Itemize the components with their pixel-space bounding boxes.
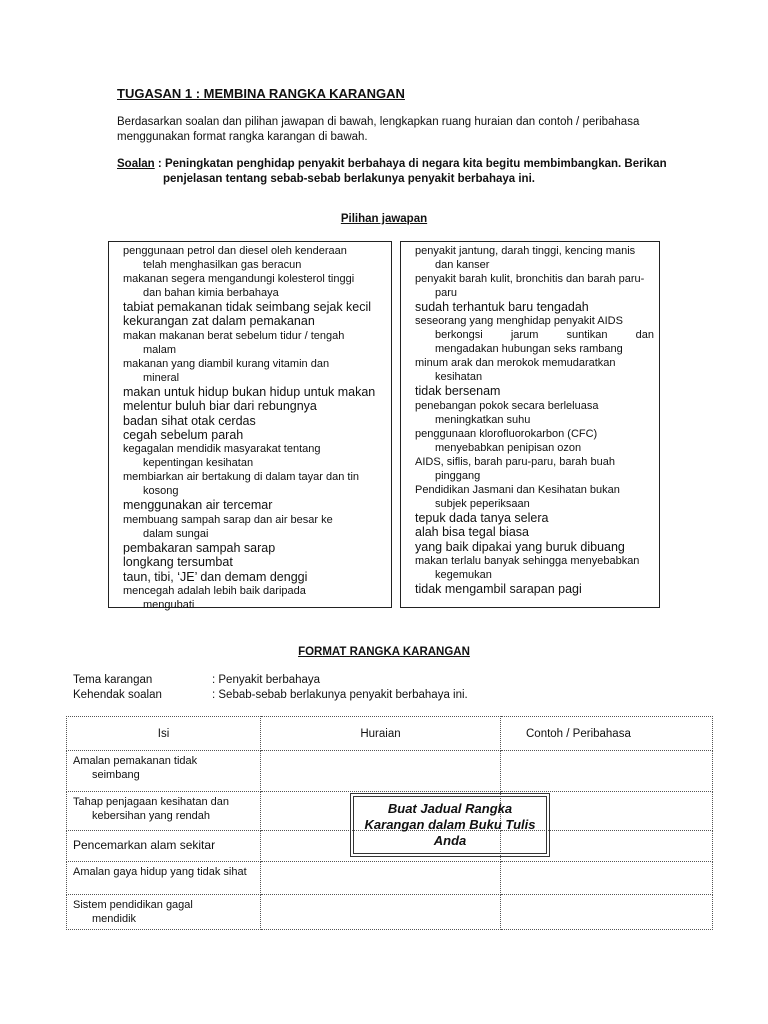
answer-choice-text: taun, tibi, ‘JE’ dan demam denggi <box>123 569 308 584</box>
answer-choice-item <box>116 442 386 470</box>
isi-continuation: kebersihan yang rendah <box>92 810 211 822</box>
answer-choice-item <box>408 314 654 356</box>
answer-choice-text: penyakit jantung, darah tinggi, kencing manis <box>415 245 636 257</box>
isi-cell <box>67 792 261 831</box>
answer-choice-text: Pendidikan Jasmani dan Kesihatan bukan <box>415 483 620 496</box>
answer-choice-text: membuang sampah sarap dan air besar ke <box>123 513 333 526</box>
instruction-stamp-inner <box>353 796 547 854</box>
answer-choice-continuation: pinggang <box>435 469 481 482</box>
answer-choice-item <box>116 399 386 413</box>
answer-choice-continuation: dan bahan kimia berbahaya <box>143 287 279 299</box>
answer-choice-item <box>408 356 654 384</box>
isi-text: Amalan pemakanan tidak <box>73 755 198 767</box>
answer-choice-text: seseorang yang menghidap penyakit AIDS <box>415 315 623 328</box>
isi-text: Amalan gaya hidup yang tidak sihat <box>73 866 247 878</box>
answer-choices-title: Pilihan jawapan <box>340 213 428 225</box>
answer-choice-text: yang baik dipakai yang buruk dibuang <box>415 539 625 554</box>
answer-choice-text: makanan yang diambil kurang vitamin dan <box>123 357 330 370</box>
answer-choice-continuation: subjek peperiksaan <box>435 497 530 510</box>
answer-choice-item <box>408 427 654 455</box>
answer-choice-continuation: menyebabkan penipisan ozon <box>435 441 582 454</box>
answer-choice-text: tepuk dada tanya selera <box>415 510 549 525</box>
answer-choice-item <box>408 540 654 554</box>
answer-choice-item <box>116 314 386 328</box>
header-isi: Isi <box>67 717 261 751</box>
requirement-label: Kehendak soalan <box>73 689 162 701</box>
isi-cell-content <box>67 831 260 853</box>
answer-choice-item <box>408 525 654 539</box>
answer-choice-item <box>116 555 386 569</box>
answer-choice-item <box>408 582 654 596</box>
stamp-line-2: Karangan dalam Buku Tulis <box>364 817 536 832</box>
answer-choice-continuation: dan kanser <box>435 259 490 271</box>
contoh-cell[interactable] <box>501 895 713 930</box>
outline-table-row <box>67 751 713 792</box>
contoh-cell[interactable] <box>501 862 713 895</box>
theme-row <box>73 673 673 688</box>
answer-choice-item <box>116 570 386 584</box>
answer-choice-item <box>408 554 654 582</box>
answer-choice-text: penebangan pokok secara berleluasa <box>415 399 599 412</box>
answer-choice-item <box>116 541 386 555</box>
answer-choice-text: tidak mengambil sarapan pagi <box>415 582 582 597</box>
answer-choice-continuation: kosong <box>143 485 179 498</box>
answer-choice-text: makanan segera mengandungi kolesterol tinggi <box>123 273 355 285</box>
answer-choice-continuation: mengadakan hubungan seks rambang <box>435 343 623 356</box>
answer-choice-text: AIDS, siflis, barah paru-paru, barah buah <box>415 455 615 468</box>
answer-choice-continuation: berkongsi jarum suntikan dan <box>435 329 654 342</box>
answer-choice-text: tabiat pemakanan tidak seimbang sejak kecil <box>123 300 372 314</box>
question-text-1: : Peningkatan penghidap penyakit berbahaya di negara kita begitu membimbangkan. Berikan <box>154 158 667 170</box>
answer-choice-text: makan terlalu banyak sehingga menyebabkan <box>415 555 640 568</box>
isi-cell-content <box>67 895 260 926</box>
answer-choice-item <box>408 384 654 398</box>
answer-choice-item <box>408 399 654 427</box>
answer-choice-item <box>116 513 386 541</box>
answer-choice-item <box>116 414 386 428</box>
answer-choices-right-box <box>400 241 660 608</box>
answer-choice-continuation: mengubati <box>143 599 195 612</box>
isi-cell <box>67 831 261 862</box>
answer-choice-continuation: meningkatkan suhu <box>435 413 531 426</box>
answer-choice-text: minum arak dan merokok memudaratkan <box>415 357 616 370</box>
stamp-line-1: Buat Jadual Rangka <box>387 801 513 816</box>
answer-choice-text: melentur buluh biar dari rebungnya <box>123 399 317 414</box>
answer-choice-item <box>116 498 386 512</box>
instruction-text: Berdasarkan soalan dan pilihan jawapan di bawah, lengkapkan ruang huraian dan contoh / peribahasa menggunakan format rangka karangan di bawah. <box>117 116 640 143</box>
question-line-2: penjelasan tentang sebab-sebab berlakunya penyakit berbahaya ini. <box>163 173 535 185</box>
answer-choice-text: tidak bersenam <box>415 384 501 399</box>
answer-choice-text: longkang tersumbat <box>123 555 233 570</box>
header-contoh: Contoh / Peribahasa <box>501 717 713 751</box>
answer-choice-item <box>408 272 654 300</box>
header-huraian: Huraian <box>261 717 501 751</box>
outline-table-row <box>67 862 713 895</box>
answer-choice-item <box>116 329 386 357</box>
outline-table-row <box>67 895 713 930</box>
answer-choice-text: menggunakan air tercemar <box>123 498 273 513</box>
answer-choice-text: badan sihat otak cerdas <box>123 413 256 428</box>
huraian-cell[interactable] <box>261 751 501 792</box>
answer-choice-text: cegah sebelum parah <box>123 428 244 443</box>
answer-choice-text: kekurangan zat dalam pemakanan <box>123 314 315 329</box>
theme-value: : Penyakit berbahaya <box>212 674 321 686</box>
isi-continuation: seimbang <box>92 769 140 781</box>
answer-choice-item <box>408 511 654 525</box>
isi-cell-content <box>67 751 260 782</box>
isi-cell <box>67 895 261 930</box>
huraian-cell[interactable] <box>261 862 501 895</box>
answer-choice-item <box>408 483 654 511</box>
answer-choice-text: sudah terhantuk baru tengadah <box>415 300 589 314</box>
answer-choice-item <box>116 244 386 272</box>
format-title: FORMAT RANGKA KARANGAN <box>298 646 470 658</box>
answer-choice-item <box>116 428 386 442</box>
answer-choice-item <box>116 470 386 498</box>
answer-choices-left-box <box>108 241 392 612</box>
isi-text: Pencemarkan alam sekitar <box>73 838 216 852</box>
isi-text: Sistem pendidikan gagal <box>73 899 193 911</box>
answer-choice-text: mencegah adalah lebih baik daripada <box>123 585 306 598</box>
isi-continuation: mendidik <box>92 913 137 925</box>
isi-text: Tahap penjagaan kesihatan dan <box>73 796 229 808</box>
answer-choice-continuation: dalam sungai <box>143 527 209 540</box>
answer-choice-item <box>116 357 386 385</box>
question-block <box>117 157 677 187</box>
answer-choice-item <box>408 300 654 314</box>
answer-choice-item <box>408 455 654 483</box>
requirement-row <box>73 688 673 703</box>
answer-choice-text: makan untuk hidup bukan hidup untuk makan <box>123 384 376 399</box>
answer-choice-text: alah bisa tegal biasa <box>415 525 529 540</box>
answer-choice-item <box>116 584 386 612</box>
answer-choice-text: makan makanan berat sebelum tidur / tengah <box>123 329 345 342</box>
isi-cell-content <box>67 862 260 879</box>
answer-choice-item <box>116 272 386 300</box>
isi-cell-content <box>67 792 260 823</box>
requirement-value: : Sebab-sebab berlakunya penyakit berbahaya ini. <box>212 689 468 701</box>
theme-label: Tema karangan <box>73 674 153 686</box>
answer-choice-text: pembakaran sampah sarap <box>123 540 276 555</box>
question-label: Soalan <box>117 158 155 170</box>
answer-choice-item <box>116 300 386 314</box>
answer-choice-continuation: malam <box>143 343 177 356</box>
isi-cell <box>67 751 261 792</box>
instruction-stamp <box>350 793 550 857</box>
answer-choice-continuation: paru <box>435 287 458 299</box>
outline-table-header <box>67 717 713 751</box>
answer-choice-continuation: kepentingan kesihatan <box>143 457 254 470</box>
isi-cell <box>67 862 261 895</box>
contoh-cell[interactable] <box>501 751 713 792</box>
huraian-cell[interactable] <box>261 895 501 930</box>
answer-choice-continuation: kegemukan <box>435 569 492 582</box>
answer-choice-continuation: kesihatan <box>435 371 483 384</box>
page-title: TUGASAN 1 : MEMBINA RANGKA KARANGAN <box>117 86 405 101</box>
answer-choice-text: penggunaan klorofluorokarbon (CFC) <box>415 427 598 440</box>
answer-choice-continuation: mineral <box>143 371 180 384</box>
answer-choice-item <box>408 244 654 272</box>
stamp-line-3: Anda <box>433 833 467 848</box>
question-line-1 <box>117 157 677 172</box>
answer-choice-text: penggunaan petrol dan diesel oleh kenderaan <box>123 245 347 257</box>
answer-choice-item <box>116 385 386 399</box>
answer-choice-continuation: telah menghasilkan gas beracun <box>143 259 302 271</box>
answer-choice-text: penyakit barah kulit, bronchitis dan barah paru- <box>415 273 645 285</box>
answer-choice-text: kegagalan mendidik masyarakat tentang <box>123 443 321 456</box>
answer-choice-text: membiarkan air bertakung di dalam tayar dan tin <box>123 471 360 484</box>
